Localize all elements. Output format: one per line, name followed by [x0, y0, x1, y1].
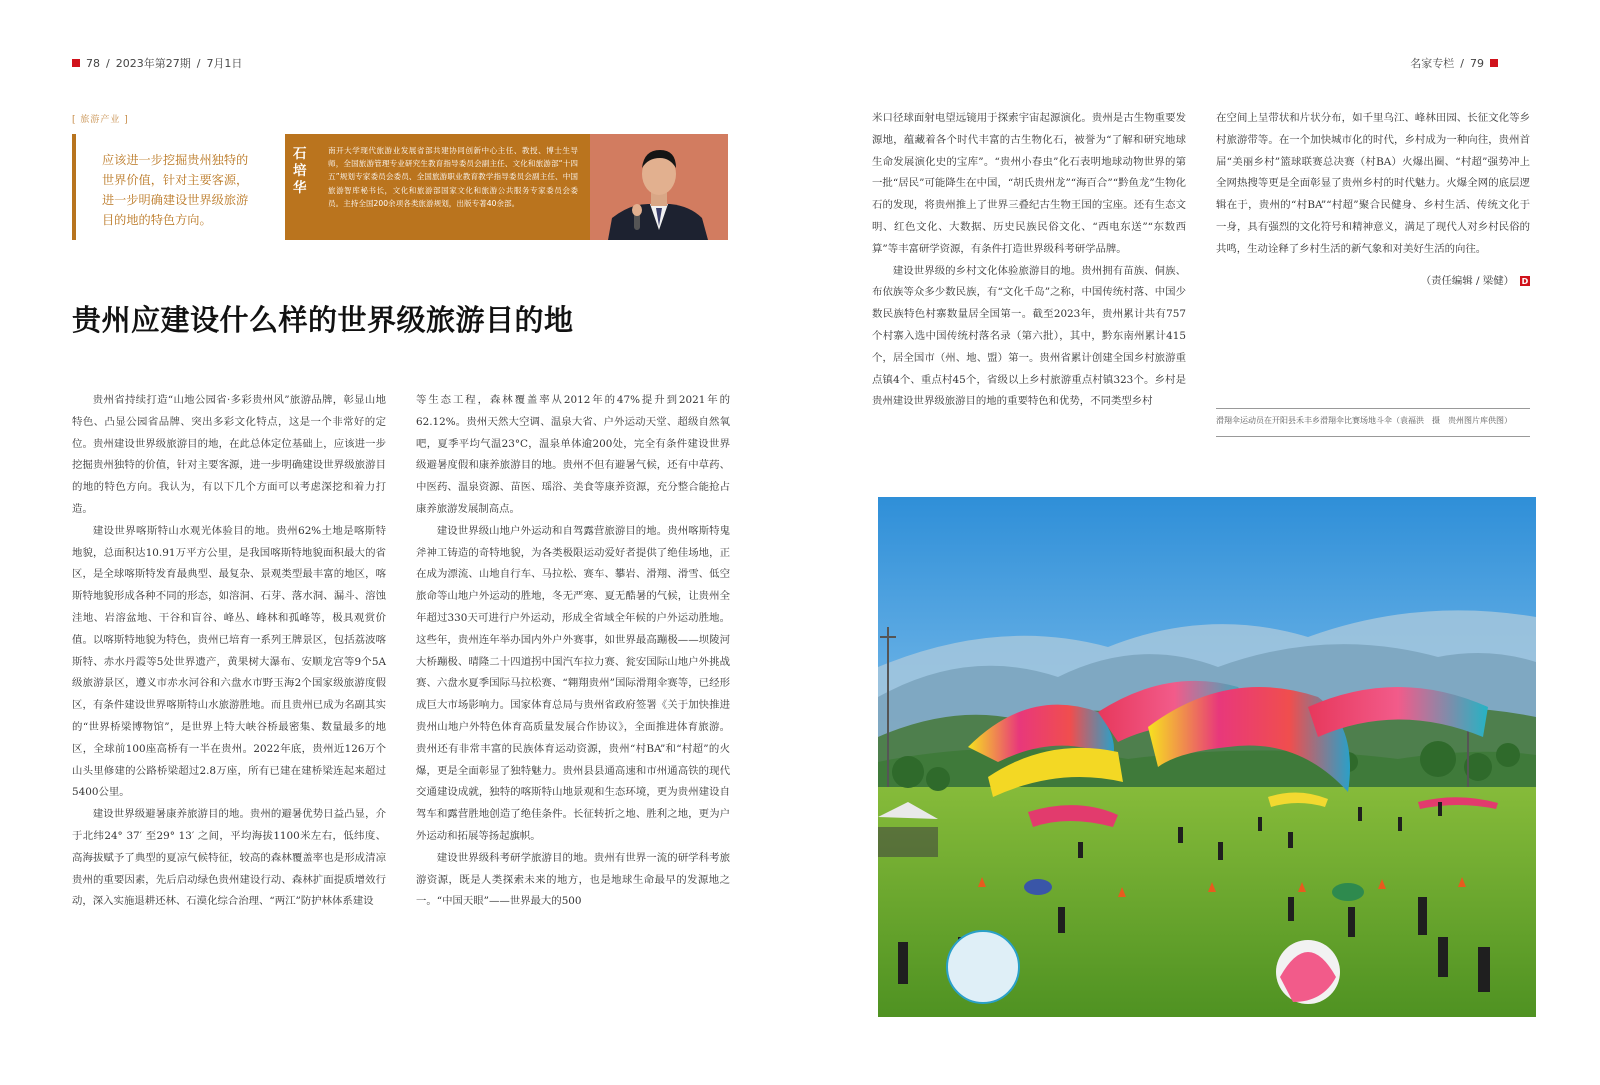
- author-portrait: [590, 134, 728, 240]
- folio-separator: /: [196, 56, 201, 70]
- text-column-1: [72, 390, 386, 913]
- folio-square-icon: [1490, 59, 1498, 67]
- editor-credit: [1216, 271, 1530, 293]
- right-page: [800, 0, 1600, 1085]
- pull-quote: [72, 134, 258, 240]
- author-box: [285, 134, 728, 240]
- folio-square-icon: [72, 59, 80, 67]
- folio-separator: /: [106, 56, 110, 70]
- paragliding-photo: [878, 497, 1536, 1017]
- end-mark-icon: D: [1521, 276, 1529, 286]
- photo-caption: 滑翔伞运动员在开阳县禾丰乡滑翔伞比赛场地斗伞（袁福洪 摄 贵州图片库供图）: [1216, 408, 1530, 437]
- paragraph: 建设世界级的乡村文化体验旅游目的地。贵州拥有苗族、侗族、布依族等众多少数民族，有“文化千岛”之称，中国传统村落、中国少数民族特色村寨数量居全国第一。截至2023年，贵州累计共有757个村寨入选中国传统村落名录（第六批），其中，黔东南州累计415个，居全国市（州、地、盟）第一。贵州省累计创建全国乡村旅游重点镇4个、重点村45个，省级以上乡村旅游重点村镇323个。乡村是贵州建设世界级旅游目的地的重要特色和优势，不同类型乡村: [872, 264, 1186, 408]
- paragliding-scene: [878, 497, 1536, 1017]
- paragraph: 建设世界级科考研学旅游目的地。贵州有世界一流的研学科考旅游资源，既是人类探索未来的地方，也是地球生命最早的发源地之一。“中国天眼”——世界最大的500: [416, 851, 730, 908]
- issue-label: 2023年第27期: [115, 57, 191, 70]
- left-page-number: 78: [86, 56, 100, 70]
- paragraph: 贵州省持续打造“山地公园省·多彩贵州风”旅游品牌，彰显山地特色、凸显公园省品牌、突出多彩文化特点，这是一个非常好的定位。贵州建设世界级旅游目的地，在此总体定位基础上，应该进一步挖掘贵州独特的价值，针对主要客源，进一步明确建设世界级旅游目的地的特色方向。我认为，有以下几个方面可以考虑深挖和着力打造。: [72, 394, 386, 515]
- text-column-2: [416, 390, 730, 913]
- paragraph: 建设世界喀斯特山水观光体验目的地。贵州62%土地是喀斯特地貌，总面积达10.91万平方公里，是我国喀斯特地貌面积最大的省区，是全球喀斯特发育最典型、最复杂、景观类型最丰富的地区，喀斯特地貌形成各种不同的形态，如溶洞、石芽、落水洞、漏斗、溶蚀洼地、岩溶盆地、干谷和盲谷、峰丛、峰林和孤峰等，极具观赏价值。以喀斯特地貌为特色，贵州已培育一系列王牌景区，包括荔波喀斯特、赤水丹霞等5处世界遗产，黄果树大瀑布、安顺龙宫等9个5A级旅游景区，遵义市赤水河谷和六盘水市野玉海2个国家级旅游度假区，有条件建设世界喀斯特山水旅游胜地。而且贵州已成为名副其实的“世界桥梁博物馆”，是世界上特大峡谷桥最密集、数量最多的地区，全球前100座高桥有一半在贵州。2022年底，贵州近126万个山头里修建的公路桥梁超过2.8万座，所有已建在建桥梁连起来超过5400公里。: [72, 524, 386, 799]
- left-folio: [72, 55, 242, 71]
- editor-name: （责任编辑 / 梁健）: [1420, 274, 1514, 287]
- paragraph: 在空间上呈带状和片状分布，如千里乌江、峰林田园、长征文化等乡村旅游带等。在一个加快城市化的时代，乡村成为一种向往，贵州首届“美丽乡村”篮球联赛总决赛（村BA）火爆出圈、“村超”强势冲上全网热搜等更是全面彰显了贵州乡村的时代魅力。火爆全网的底层逻辑在于，贵州的“村BA”“村超”聚合民健身、乡村生活、传统文化于一身，具有强烈的文化符号和精神意义，满足了现代人对乡村民俗的共鸣，生动诠释了乡村生活的新气象和对美好生活的向往。: [1216, 112, 1530, 255]
- paragraph: 米口径球面射电望远镜用于探索宇宙起源演化。贵州是古生物重要发源地，蕴藏着各个时代丰富的古生物化石，被誉为“了解和研究地球生命发展演化史的宝库”。“贵州小春虫”化石表明地球动物世界的第一批“居民”可能降生在中国，“胡氏贵州龙”“海百合”“黔鱼龙”生物化石的发现，将贵州推上了世界三叠纪古生物王国的宝座。还有生态文明、红色文化、大数据、历史民族民俗文化、“西电东送”“东数西算”等丰富研学资源，有条件打造世界级科考研学品牌。: [872, 112, 1186, 255]
- author-bio: 南开大学现代旅游业发展省部共建协同创新中心主任、教授、博士生导师，全国旅游管理专业研究生教育指导委员会副主任、文化和旅游部“十四五”规划专家委员会委员、全国旅游职业教育教学指导委员会副主任、中国旅游智库秘书长，文化和旅游部国家文化和旅游公共服务专家委员会委员。主持全国200余项各类旅游规划，出版专著40余部。: [328, 146, 578, 208]
- right-folio: [1410, 55, 1498, 71]
- portrait-illustration: [590, 134, 728, 240]
- issue-date: 7月1日: [206, 57, 243, 70]
- section-tag: [ 旅游产业 ]: [72, 115, 129, 125]
- paragraph: 等生态工程，森林覆盖率从2012年的47%提升到2021年的62.12%。贵州天然大空调、温泉大省、户外运动天堂、超级自然氧吧，夏季平均气温23°C，温泉单体逾200处，完全有条件建设世界级避暑度假和康养旅游目的地。贵州不但有避暑气候，还有中草药、中医药、温泉资源、苗医、瑶浴、美食等康养资源，充分整合能抢占康养旅游发展制高点。: [416, 394, 730, 515]
- right-page-number: 79: [1470, 56, 1484, 70]
- paragraph: 建设世界级避暑康养旅游目的地。贵州的避暑优势日益凸显，介于北纬24° 37′ 至29° 13′ 之间，平均海拔1100米左右，低纬度、高海拔赋予了典型的夏凉气候特征，较高的森林覆盖率也是形成清凉贵州的重要因素，先后启动绿色贵州建设行动、森林扩面提质增效行动，深入实施退耕还林、石漠化综合治理、“两江”防护林体系建设: [72, 808, 386, 908]
- pull-quote-text: 应该进一步挖掘贵州独特的世界价值，针对主要客源，进一步明确建设世界级旅游目的地的特色方向。: [102, 153, 249, 227]
- column-name: 名家专栏: [1410, 57, 1455, 70]
- author-name: 石培华: [293, 146, 307, 196]
- text-column-3: [872, 108, 1186, 413]
- article-headline: 贵州应建设什么样的世界级旅游目的地: [72, 303, 574, 337]
- paragraph: 建设世界级山地户外运动和自驾露营旅游目的地。贵州喀斯特鬼斧神工铸造的奇特地貌，为各类极限运动爱好者提供了绝佳场地，正在成为漂流、山地自行车、马拉松、赛车、攀岩、滑翔、滑雪、低空旅命等山地户外运动的胜地，冬无严寒、夏无酷暑的气候，让贵州全年超过330天可进行户外运动，形成全省域全年候的户外运动胜地。这些年，贵州连年举办国内外户外赛事，如世界最高蹦极——坝陵河大桥蹦极、晴隆二十四道拐中国汽车拉力赛、瓮安国际山地户外挑战赛、六盘水夏季国际马拉松赛、“翱翔贵州”国际滑翔伞赛等，已经形成巨大市场影响力。国家体育总局与贵州省政府签署《关于加快推进贵州山地户外特色体育高质量发展合作协议》，全面推进体育旅游。贵州还有非常丰富的民族体育运动资源，贵州“村BA”和“村超”的火爆，更是全面彰显了独特魅力。贵州县县通高速和市州通高铁的现代交通建设成就，独特的喀斯特山地景观和生态环境，更为贵州建设自驾车和露营胜地创造了绝佳条件。长征转折之地、胜利之地，更为户外运动和拓展等扬起旗帜。: [416, 524, 730, 842]
- text-column-4: [1216, 108, 1530, 292]
- folio-separator: /: [1460, 56, 1464, 70]
